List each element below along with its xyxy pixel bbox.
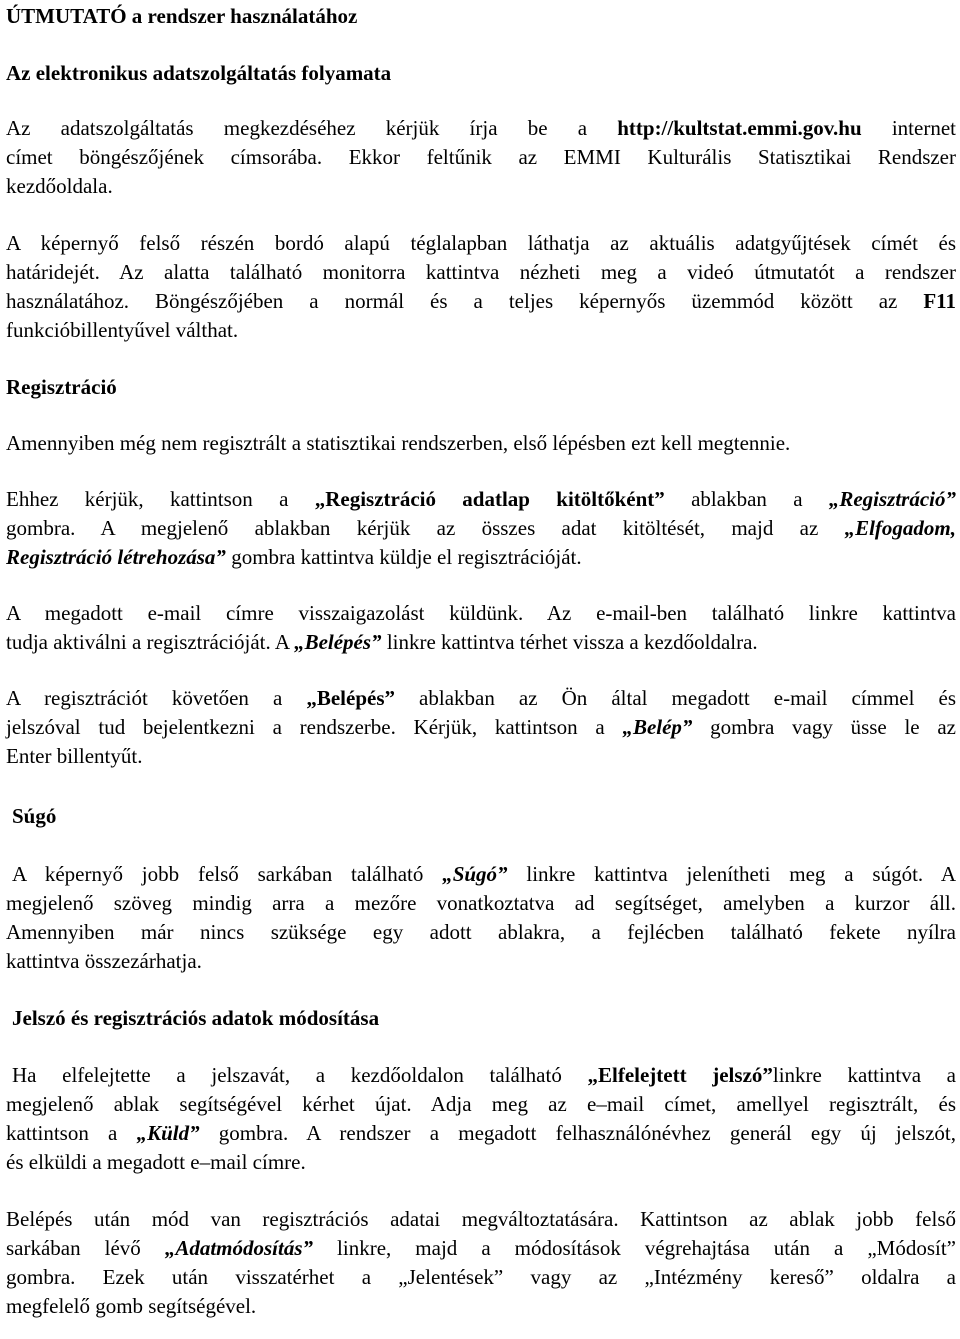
section-heading-registration: Regisztráció [6, 375, 117, 399]
text-line: funkcióbillentyűvel válthat. [6, 318, 239, 342]
paragraph-process-intro [6, 114, 956, 201]
document-title: ÚTMUTATÓ a rendszer használatához [6, 4, 358, 28]
text-line: kezdőoldala. [6, 174, 113, 198]
section-heading-password: Jelszó és regisztrációs adatok módosítása [12, 1006, 380, 1030]
text-line: használatához. Böngészőjében a normál és a teljes képernyős üzemmód között az F11 [6, 289, 956, 313]
text-line: Az adatszolgáltatás megkezdéséhez kérjük írja be a http://kultstat.emmi.gov.hu internet [6, 116, 956, 140]
text-line: Belépés után mód van regisztrációs adatai megváltoztatására. Kattintson az ablak jobb felső [6, 1207, 956, 1231]
text-line: A képernyő jobb felső sarkában található „Súgó” linkre kattintva jelenítheti meg a súgót. A [12, 862, 956, 886]
paragraph-password-modify [6, 1205, 956, 1321]
text-line: megjelenő szöveg mindig arra a mezőre vonatkoztatva ad segítséget, amelyben a kurzor áll. [6, 891, 956, 915]
text-line: gombra. Ezek után visszatérhet a „Jelentések” vagy az „Intézmény kereső” oldalra a [6, 1265, 956, 1289]
text-line: megfelelő gomb segítségével. [6, 1294, 257, 1318]
text-line: címet böngészőjének címsorába. Ekkor feltűnik az EMMI Kulturális Statisztikai Rendszer [6, 145, 956, 169]
text-line: Ha elfelejtette a jelszavát, a kezdőoldalon található „Elfelejtett jelszó”linkre kattintva a [12, 1063, 956, 1087]
text-line: kattintson a „Küld” gombra. A rendszer a megadott felhasználónévhez generál egy új jelszót, [6, 1121, 956, 1145]
paragraph-process-screen [6, 229, 956, 345]
paragraph-registration-login [6, 684, 956, 771]
text-line: megjelenő ablak segítségével kérhet újat. Adja meg az e–mail címet, amellyel regisztrált, és [6, 1092, 956, 1116]
text-line: jelszóval tud bejelentkezni a rendszerbe. Kérjük, kattintson a „Belép” gombra vagy üsse le az [6, 715, 956, 739]
paragraph-registration-confirm [6, 599, 956, 657]
paragraph-registration-intro: Amennyiben még nem regisztrált a statisztikai rendszerben, első lépésben ezt kell megtennie. [6, 431, 791, 455]
text-line: A regisztrációt követően a „Belépés” ablakban az Ön által megadott e-mail címmel és [6, 686, 956, 710]
text-line: kattintva összezárhatja. [6, 949, 202, 973]
section-heading-process: Az elektronikus adatszolgáltatás folyamata [6, 61, 392, 85]
paragraph-help [6, 860, 956, 976]
paragraph-password-reset [6, 1061, 956, 1177]
text-line: és elküldi a megadott e–mail címre. [6, 1150, 306, 1174]
text-line: A képernyő felső részén bordó alapú téglalapban láthatja az aktuális adatgyűjtések címét és [6, 231, 956, 255]
document-page [6, 0, 956, 1321]
text-line: határidejét. Az alatta található monitorra kattintva nézheti meg a videó útmutatót a rendszer [6, 260, 956, 284]
text-line: Enter billentyűt. [6, 744, 143, 768]
url-text: http://kultstat.emmi.gov.hu [617, 116, 862, 140]
text-line: Ehhez kérjük, kattintson a „Regisztráció adatlap kitöltőként” ablakban a „Regisztráció” [6, 487, 956, 511]
text-line: A megadott e-mail címre visszaigazolást küldünk. Az e-mail-ben található linkre kattintva [6, 601, 956, 625]
text-line: Amennyiben már nincs szüksége egy adott ablakra, a fejlécben található fekete nyílra [6, 920, 956, 944]
section-heading-help: Súgó [12, 804, 57, 828]
text-line: Regisztráció létrehozása” gombra kattintva küldje el regisztrációját. [6, 545, 582, 569]
text-line: sarkában lévő „Adatmódosítás” linkre, majd a módosítások végrehajtása után a „Módosít” [6, 1236, 956, 1260]
paragraph-registration-steps [6, 485, 956, 572]
text-line: gombra. A megjelenő ablakban kérjük az összes adat kitöltését, majd az „Elfogadom, [6, 516, 956, 540]
text-line: tudja aktiválni a regisztrációját. A „Belépés” linkre kattintva térhet vissza a kezdőoldalra. [6, 630, 758, 654]
key-name: F11 [923, 289, 956, 313]
